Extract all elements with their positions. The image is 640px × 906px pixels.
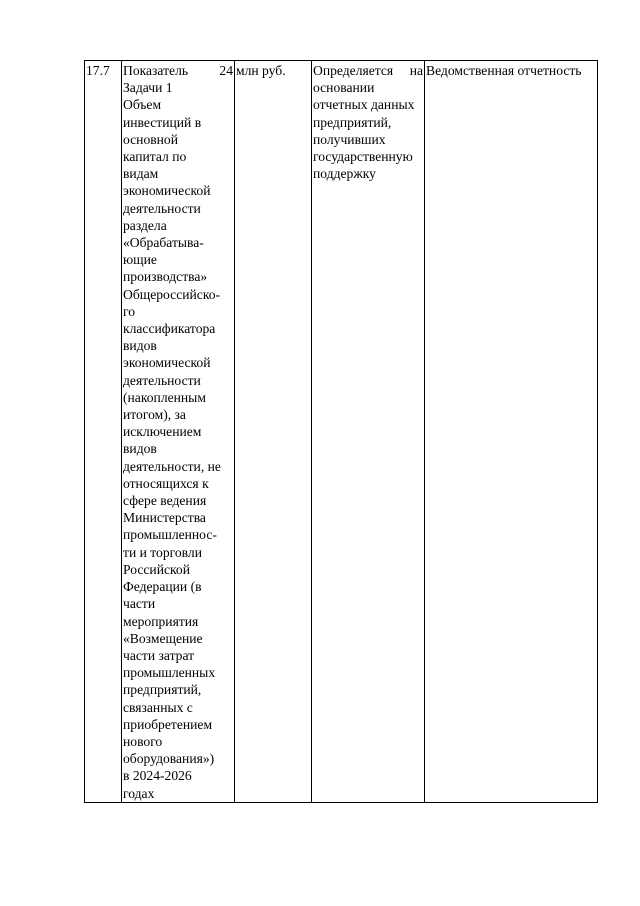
indicator-name-cell xyxy=(122,61,235,803)
indicator-name-line: производства» xyxy=(123,269,208,285)
indicator-table xyxy=(84,60,598,803)
source-cell xyxy=(425,61,598,803)
indicator-name-line: ти и торговли xyxy=(123,544,202,560)
indicator-name-line: инвестиций в xyxy=(123,114,202,130)
indicator-name-line: Федерации (в xyxy=(123,579,202,595)
indicator-name-line: промышленнос- xyxy=(123,527,217,543)
indicator-name-line: деятельности, не xyxy=(123,458,221,474)
indicator-name-line: в 2024-2026 xyxy=(123,768,192,784)
method-line: получивших xyxy=(313,131,386,147)
indicator-name-line: видов xyxy=(123,338,157,354)
method-first-word: Определяется xyxy=(313,63,394,78)
indicator-name-line: итогом), за xyxy=(123,407,186,423)
method-first-preposition: на xyxy=(409,63,423,78)
indicator-name-line: «Возмещение xyxy=(123,630,203,646)
indicator-name-line: го xyxy=(123,303,136,319)
indicator-name-line: мероприятия xyxy=(123,613,199,629)
indicator-name-line: части xyxy=(123,596,156,612)
indicator-name-line: Объем xyxy=(123,97,162,113)
unit-cell xyxy=(235,61,312,803)
indicator-name-line: деятельности xyxy=(123,372,201,388)
indicator-name-line: «Обрабатыва- xyxy=(123,235,204,251)
indicator-name-line: годах xyxy=(123,785,155,801)
unit-text: млн руб. xyxy=(236,63,286,78)
indicator-name-line: оборудования») xyxy=(123,751,215,767)
indicator-name-line: сфере ведения xyxy=(123,493,207,509)
row-number: 17.7 xyxy=(86,63,110,78)
indicator-name-line: видам xyxy=(123,166,159,182)
indicator-name-line: Министерства xyxy=(123,510,206,526)
indicator-name-line: части затрат xyxy=(123,647,195,663)
method-cell xyxy=(312,61,425,803)
method-line: предприятий, xyxy=(313,114,392,130)
indicator-name-line: нового xyxy=(123,733,163,749)
indicator-name-line: Российской xyxy=(123,561,190,577)
indicator-name-line: предприятий, xyxy=(123,682,202,698)
indicator-name-line: связанных с xyxy=(123,699,193,715)
indicator-name-line: классификатора xyxy=(123,321,216,337)
method-line: поддержку xyxy=(313,166,376,182)
indicator-name-line: Общероссийско- xyxy=(123,286,221,302)
indicator-name-line: капитал по xyxy=(123,149,187,165)
indicator-name-first-line xyxy=(123,62,233,79)
indicator-number: 24 xyxy=(219,63,233,78)
indicator-name-line: видов xyxy=(123,441,157,457)
indicator-name-line: ющие xyxy=(123,252,157,268)
indicator-name-line: относящихся к xyxy=(123,475,209,491)
row-number-cell xyxy=(85,61,122,803)
indicator-name-line: исключением xyxy=(123,424,202,440)
indicator-name-line: Задачи 1 xyxy=(123,80,173,96)
source-text: Ведомственная отчетность xyxy=(426,63,582,78)
indicator-name-line: промышленных xyxy=(123,665,216,681)
table-row xyxy=(85,61,598,803)
indicator-name-line: деятельности xyxy=(123,200,201,216)
method-line: отчетных данных xyxy=(313,97,415,113)
method-line: основании xyxy=(313,80,375,96)
indicator-name-line: основной xyxy=(123,131,179,147)
indicator-label: Показатель xyxy=(123,63,189,78)
method-first-line xyxy=(313,62,423,79)
method-line: государственную xyxy=(313,149,413,165)
indicator-name-line: экономической xyxy=(123,355,211,371)
indicator-name-line: экономической xyxy=(123,183,211,199)
indicator-name-line: раздела xyxy=(123,217,167,233)
indicator-name-line: приобретением xyxy=(123,716,213,732)
indicator-name-line: (накопленным xyxy=(123,389,206,405)
